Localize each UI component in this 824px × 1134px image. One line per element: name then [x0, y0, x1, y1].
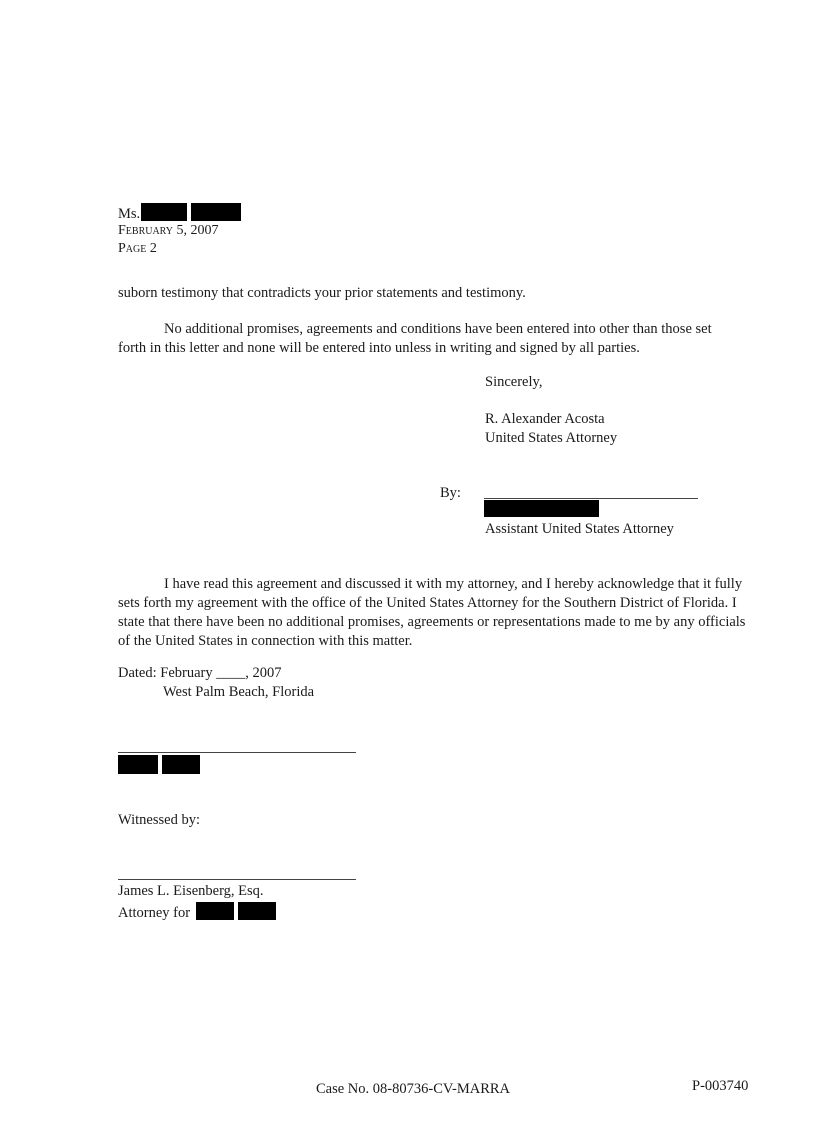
salutation: Ms. [118, 206, 141, 222]
redaction-block [484, 500, 599, 517]
signature-line [118, 879, 356, 880]
attorney-for-line [118, 902, 276, 923]
attorney-name: James L. Eisenberg, Esq. [118, 883, 264, 899]
signature-line [118, 752, 356, 753]
redaction-block [191, 203, 241, 221]
signer-name: R. Alexander Acosta [485, 411, 605, 427]
continuation-text: suborn testimony that contradicts your prior statements and testimony. [118, 285, 526, 301]
letter-date: February 5, 2007 [118, 223, 219, 238]
salutation-line [118, 203, 241, 224]
redaction-block [141, 203, 187, 221]
witnessed-by: Witnessed by: [118, 812, 200, 828]
dated-line: Dated: February ____, 2007 [118, 665, 282, 681]
page-number: Page 2 [118, 241, 157, 256]
case-number: Case No. 08-80736-CV-MARRA [316, 1081, 511, 1097]
sincerely: Sincerely, [485, 374, 543, 390]
by-label: By: [440, 485, 461, 501]
assistant-title: Assistant United States Attorney [485, 521, 674, 537]
redaction-block [162, 755, 200, 774]
acknowledgment-paragraph: I have read this agreement and discussed it with my attorney, and I hereby acknowledge that it fully sets forth my agreement with the office of the United States Attorney for the Southern District of Florida. I state that there have been no additional promises, agreements or representations made to me by any officials of the United States in connection with this matter. [118, 576, 746, 649]
signer-title: United States Attorney [485, 430, 618, 446]
bates-number: P-003740 [692, 1078, 749, 1094]
location-line: West Palm Beach, Florida [163, 684, 315, 700]
redaction-block [238, 902, 276, 920]
signature-line [484, 498, 698, 499]
attorney-for: Attorney for [118, 905, 191, 921]
paragraph-promises: No additional promises, agreements and conditions have been entered into other than those set forth in this letter and none will be entered into unless in writing and signed by all parties. [118, 321, 712, 356]
redaction-block [118, 755, 158, 774]
redaction-block [196, 902, 234, 920]
